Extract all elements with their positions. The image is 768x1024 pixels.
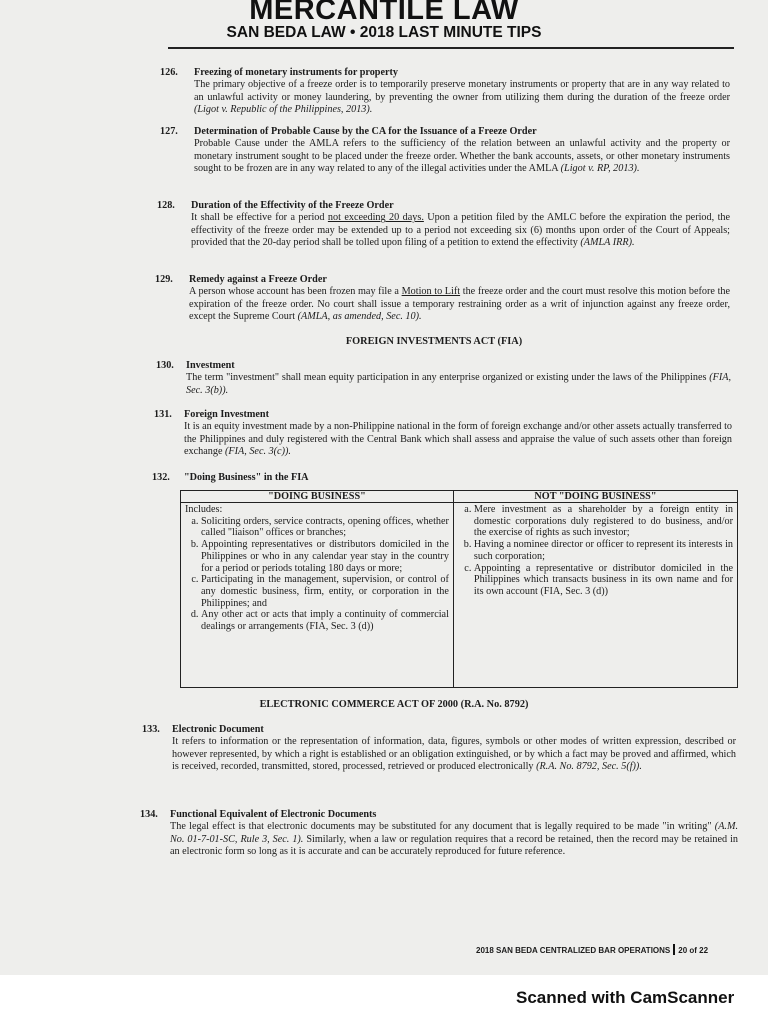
footer-text: 2018 SAN BEDA CENTRALIZED BAR OPERATIONS — [476, 946, 671, 955]
item-number: 129. — [155, 274, 173, 285]
item-127 — [160, 126, 730, 176]
item-text: Similarly, when a law or regulation requires that a record be retained, then the record may be retained in an electronic form so long as it is accurate and can be accurately reproduced for future reference. — [170, 833, 739, 858]
item-title: Remedy against a Freeze Order — [189, 274, 327, 285]
item-text: A person whose account has been frozen may file a — [189, 286, 399, 298]
list-item: a. Mere investment as a shareholder by a foreign entity in domestic corporations duly registered to do business, and/or the exercise of rights as such investor; — [474, 504, 733, 539]
list-item: b. Appointing representatives or distributors domiciled in the Philippines or who in any calendar year stay in the country for a period or periods totaling 180 days or more; — [201, 539, 449, 574]
item-body — [189, 286, 730, 323]
item-title: Duration of the Effectivity of the Freeze Order — [191, 200, 394, 211]
item-text: Upon a petition filed by the AMLC before the expiration the period, the effectivity of the freeze order may be extended up to a period not exceeding six (6) months upon order of the Court of Appeals; provided that the 20-day period shall be tolled upon filing of a petition to extend the effectivity — [191, 212, 731, 249]
page-subtitle — [0, 24, 768, 42]
table-cell-not-doing-business — [453, 503, 737, 688]
section-heading-ecommerce: ELECTRONIC COMMERCE ACT OF 2000 (R.A. No. 8792) — [259, 699, 529, 710]
item-body — [186, 372, 731, 397]
item-text: Probable Cause under the AMLA refers to the sufficiency of the relation between an unlawful activity and the property or monetary instrument sought to be placed under the freeze order. Whether the bank accounts, assets, or other monetary instruments sought to be frozen are in any way related to any of the illegal activities under the AMLA — [194, 138, 730, 175]
item-body — [194, 79, 730, 116]
item-citation: (A.M. No. 01-7-01-SC, Rule 3, Sec. 1). — [170, 821, 738, 845]
item-number: 127. — [160, 126, 178, 137]
subtitle-series: 2018 LAST MINUTE TIPS — [359, 24, 542, 41]
item-number: 133. — [142, 724, 160, 735]
item-citation: (AMLA IRR). — [580, 237, 635, 249]
table-intro: Includes: — [185, 504, 223, 515]
item-title: Electronic Document — [172, 724, 264, 735]
item-number: 128. — [157, 200, 175, 211]
doing-business-list — [185, 516, 449, 633]
item-body — [172, 736, 736, 773]
item-number: 131. — [154, 409, 172, 420]
page-footer — [476, 944, 746, 955]
item-title: Functional Equivalent of Electronic Documents — [170, 809, 377, 820]
item-number: 132. — [152, 472, 170, 483]
footer-divider — [673, 944, 675, 955]
item-text: The legal effect is that electronic documents may be substituted for any document that is legally required to be made "in writing" — [170, 821, 712, 833]
item-citation: (FIA, Sec. 3(b)). — [186, 372, 731, 396]
item-body — [170, 821, 738, 858]
item-130 — [156, 360, 731, 397]
page-title: MERCANTILE LAW — [249, 0, 519, 26]
item-128 — [157, 200, 731, 250]
page-number: 20 of 22 — [678, 946, 709, 955]
item-text: The primary objective of a freeze order is to temporarily preserve monetary instruments or property that are in any way related to an unlawful activity or money laundering, by preventing the owner from utilizing them during the duration of the freeze order — [194, 79, 730, 103]
section-heading-fia: FOREIGN INVESTMENTS ACT (FIA) — [345, 336, 523, 347]
item-citation: (Ligot v. Republic of the Philippines, 2013). — [194, 104, 373, 116]
not-doing-business-list — [458, 504, 733, 598]
item-number: 130. — [156, 360, 174, 371]
item-title: Freezing of monetary instruments for property — [194, 67, 398, 78]
list-item: c. Participating in the management, supervision, or control of any domestic business, firm, entity, or corporation in the Philippines; and — [201, 574, 449, 609]
list-item: d. Any other act or acts that imply a continuity of commercial dealings or arrangements (FIA, Sec. 3 (d)) — [201, 609, 449, 632]
item-citation: (FIA, Sec. 3(c)). — [225, 446, 291, 458]
item-body — [184, 421, 732, 458]
subtitle-school: SAN BEDA LAW — [226, 24, 346, 41]
item-text: the freeze order and the court must resolve this motion before the expiration of the freeze order. No court shall issue a temporary restraining order as a writ of injunction against any freeze order, except the Supreme Court — [189, 286, 731, 323]
list-item: a. Soliciting orders, service contracts, opening offices, whether called "liaison" offices or branches; — [201, 516, 449, 539]
item-body — [191, 212, 730, 249]
table-header-not-doing-business: NOT "DOING BUSINESS" — [453, 491, 737, 503]
item-text: It is an equity investment made by a non-Philippine national in the form of foreign exchange and/or other assets actually transferred to the Philippines and duly registered with the Central Bank which shall assess and appraise the value of such assets other than foreign exchange — [184, 421, 732, 458]
item-emphasis: Motion to Lift — [401, 286, 461, 298]
item-number: 134. — [140, 809, 158, 820]
item-citation: (R.A. No. 8792, Sec. 5(f)). — [536, 761, 642, 773]
item-131 — [154, 409, 732, 459]
list-item: b. Having a nominee director or officer to represent its interests in such corporation; — [474, 539, 733, 562]
subtitle-separator: • — [349, 24, 356, 41]
item-129 — [155, 274, 731, 324]
item-title: Determination of Probable Cause by the CA for the Issuance of a Freeze Order — [194, 126, 537, 137]
item-132 — [152, 472, 724, 484]
item-title: "Doing Business" in the FIA — [184, 472, 309, 483]
item-133 — [142, 724, 736, 774]
item-citation: (AMLA, as amended, Sec. 10). — [297, 311, 422, 323]
camscanner-watermark: Scanned with CamScanner — [516, 988, 735, 1007]
list-item: c. Appointing a representative or distributor domiciled in the Philippines which transacts business in its own name and for its own account (FIA, Sec. 3 (d)) — [474, 563, 733, 598]
item-title: Investment — [186, 360, 235, 371]
table-header-doing-business: "DOING BUSINESS" — [181, 491, 454, 503]
item-title: Foreign Investment — [184, 409, 269, 420]
table-cell-doing-business — [181, 503, 454, 688]
item-citation: (Ligot v. RP, 2013). — [560, 163, 640, 175]
header-rule — [168, 47, 734, 49]
item-emphasis: not exceeding 20 days. — [327, 212, 424, 224]
item-number: 126. — [160, 67, 178, 78]
item-body — [194, 138, 730, 175]
doing-business-table — [180, 490, 738, 688]
item-text: It refers to information or the representation of information, data, figures, symbols or other modes of written expression, described or however represented, by which a right is established or an obligation extinguished, or by which a fact may be proved and affirmed, which is received, recorded, transmitted, stored, processed, retrieved or produced electronically — [172, 736, 736, 773]
item-text: The term "investment" shall mean equity participation in any enterprise organized or existing under the laws of the Philippines — [186, 372, 707, 384]
item-134 — [140, 809, 739, 859]
item-126 — [160, 67, 730, 117]
item-text: It shall be effective for a period — [191, 212, 325, 224]
